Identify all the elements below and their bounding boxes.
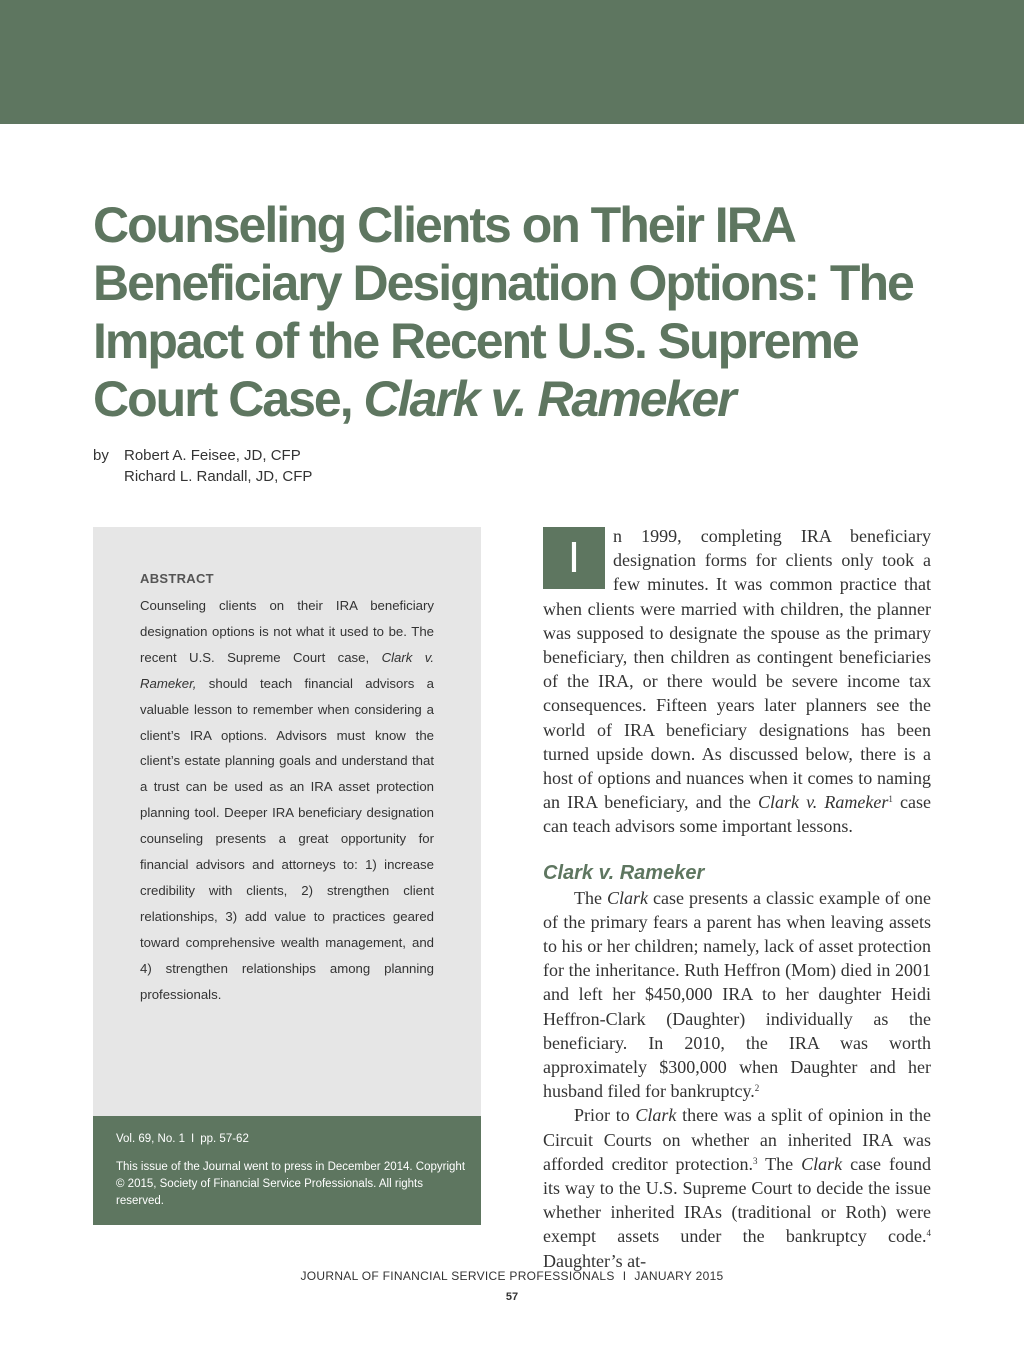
case-citation: Clark v. Rameker xyxy=(757,792,889,813)
footnote-ref: 2 xyxy=(754,1083,760,1094)
paragraph-text: The xyxy=(765,1153,794,1174)
abstract-text-end: should teach financial advisors a valuable lesson to remember when considering a client’s IRA options. Advisors must know the client’s estate planning goals and understand that a trust can be used as an IRA asset protection planning tool. Deeper IRA beneficiary designation counseling presents a great opportunity for financial advisors and attorneys to: 1) increase credibility with clients, 2) strengthen client relationships, 3) add value to practices geared toward comprehensive wealth management, and 4) strengthen relationships among planning professionals. xyxy=(140,675,434,1002)
paragraph-text: case presents a classic example of one of the primary fears a parent has when leaving assets to his or her children; namely, lack of asset protection for the inheritance. Ruth Heffron (Mom) died in 2001 and left her $450,000 IRA to her daughter Heidi Heffron-Clark (Daughter) individually as the beneficiary. In 2010, the IRA was worth approximately $300,000 when Daughter and her husband filed for bankruptcy. xyxy=(543,887,931,1102)
footer-separator: I xyxy=(622,1269,627,1283)
byline-by: by xyxy=(93,447,109,464)
issue-info-box xyxy=(93,1116,481,1225)
title-main: Counseling Clients on Their IRA Beneficiary Designation Options: The Impact of the Recent U.S. Supreme Court Case, xyxy=(93,197,913,427)
issue-date: JANUARY 2015 xyxy=(634,1269,724,1283)
article-body xyxy=(543,524,931,1273)
press-note: This issue of the Journal went to press in December 2014. Copyright © 2015, Society of Financial Service Professionals. All rights reserved. xyxy=(116,1161,466,1207)
case-name: Clark xyxy=(607,887,649,908)
abstract-text xyxy=(140,593,434,1008)
issue-volume: Vol. 69, No. 1 xyxy=(116,1133,186,1145)
drop-cap: I xyxy=(543,527,605,589)
paragraph-text: Daughter’s at- xyxy=(543,1250,647,1271)
journal-name: JOURNAL OF FINANCIAL SERVICE PROFESSIONALS xyxy=(300,1269,615,1283)
issue-line xyxy=(116,1133,249,1145)
abstract-case-name: Clark v. Rameker, xyxy=(140,649,435,691)
paragraph-text: case can teach advisors some important lessons. xyxy=(543,792,931,837)
paragraph-text: n 1999, completing IRA beneficiary designation forms for clients only took a few minutes. It was common practice that when clients were married with children, the planner was supposed to designate the spouse as the primary beneficiary, then children as contingent beneficiaries of the IRA, or there would be severe income tax consequences. Fifteen years later planners see the world of IRA beneficiary designations has been turned upside down. As discussed below, there is a host of options and nuances when it comes to naming an IRA beneficiary, and the xyxy=(543,526,931,813)
paragraph-text: The xyxy=(574,887,602,908)
paragraph-text: there was a split of opinion in the Circuit Courts on whether an inherited IRA was afforded creditor protection. xyxy=(543,1105,931,1174)
abstract-box xyxy=(93,527,481,1116)
paragraph-text: case found its way to the U.S. Supreme Court to decide the issue whether inherited IRAs (traditional or Roth) were exempt assets under the bankruptcy code. xyxy=(543,1153,932,1247)
footnote-ref: 3 xyxy=(753,1155,758,1166)
article-title xyxy=(93,196,953,428)
author-name: Richard L. Randall, JD, CFP xyxy=(124,468,313,485)
issue-separator: I xyxy=(191,1133,195,1145)
footnote-ref: 4 xyxy=(926,1228,931,1239)
footnote-ref: 1 xyxy=(888,794,893,805)
body-paragraph xyxy=(543,1103,931,1272)
page-number: 57 xyxy=(505,1291,519,1303)
intro-paragraph xyxy=(543,524,931,839)
issue-pages: pp. 57-62 xyxy=(200,1133,249,1145)
abstract-heading: ABSTRACT xyxy=(140,571,214,586)
author-name: Robert A. Feisee, JD, CFP xyxy=(124,447,301,464)
body-paragraph xyxy=(543,886,931,1104)
case-name: Clark xyxy=(801,1153,843,1174)
header-band xyxy=(0,0,1024,124)
title-case-name: Clark v. Rameker xyxy=(363,371,735,427)
section-heading: Clark v. Rameker xyxy=(543,861,705,884)
abstract-text-start: Counseling clients on their IRA beneficiary designation options is not what it used to be. The recent U.S. Supreme Court case, xyxy=(140,598,434,665)
author-list xyxy=(124,445,312,487)
footer-journal xyxy=(0,1269,1024,1283)
case-name: Clark xyxy=(635,1105,677,1126)
paragraph-text: Prior to xyxy=(574,1105,630,1126)
